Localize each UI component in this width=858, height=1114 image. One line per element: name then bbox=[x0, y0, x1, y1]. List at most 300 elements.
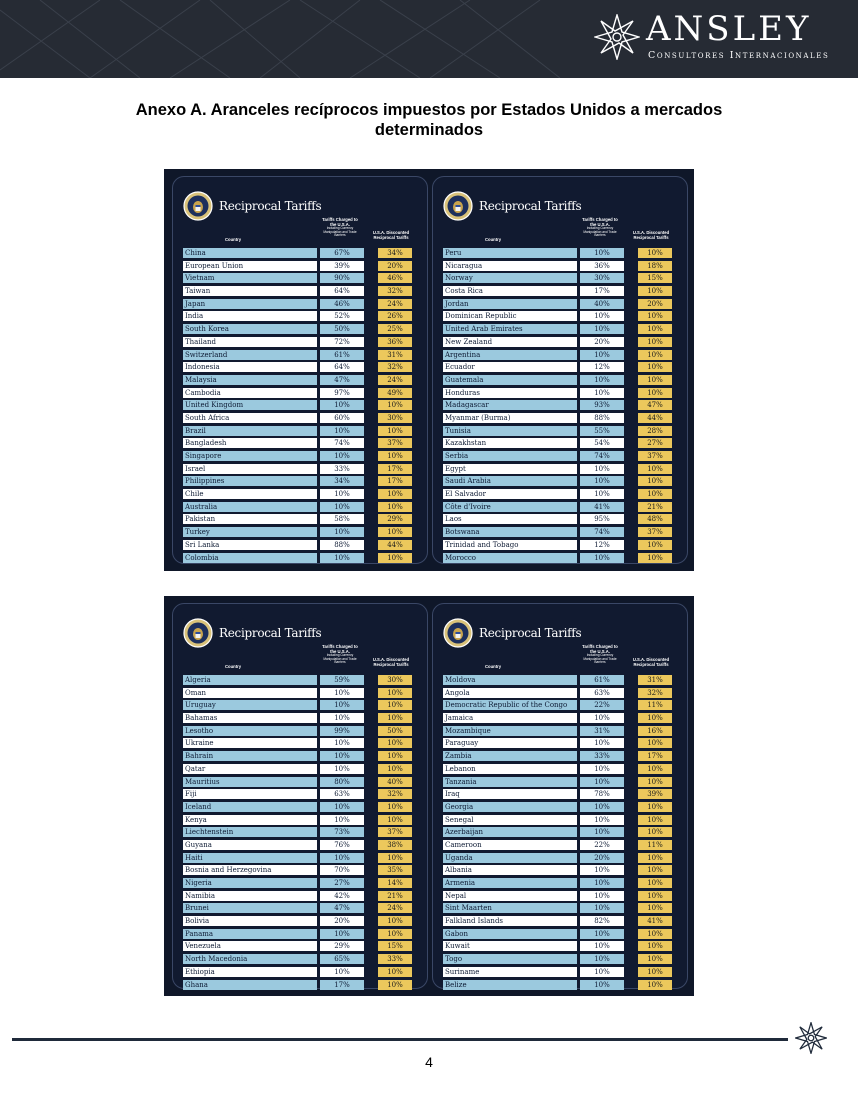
page-number: 4 bbox=[425, 1054, 433, 1070]
tariff-discounted: 10% bbox=[378, 929, 412, 939]
table-row bbox=[183, 699, 423, 712]
table-row bbox=[443, 966, 683, 979]
tariff-charged: 22% bbox=[580, 840, 624, 850]
footer-rule bbox=[12, 1038, 788, 1041]
tariff-charged: 95% bbox=[580, 514, 624, 524]
card-title: Reciprocal Tariffs bbox=[479, 199, 582, 213]
country-name: Iceland bbox=[183, 802, 317, 812]
country-name: Pakistan bbox=[183, 514, 317, 524]
tariff-charged: 10% bbox=[320, 700, 364, 710]
tariff-charged: 10% bbox=[580, 929, 624, 939]
table-row bbox=[183, 387, 423, 400]
country-name: Chile bbox=[183, 489, 317, 499]
tariff-discounted: 30% bbox=[378, 413, 412, 423]
tariff-discounted: 10% bbox=[378, 853, 412, 863]
country-name: Algeria bbox=[183, 675, 317, 685]
tariff-charged: 97% bbox=[320, 388, 364, 398]
tariff-discounted: 10% bbox=[378, 751, 412, 761]
country-name: Fiji bbox=[183, 789, 317, 799]
tariff-card bbox=[432, 603, 688, 989]
country-name: Jordan bbox=[443, 299, 577, 309]
tariff-discounted: 10% bbox=[638, 476, 672, 486]
discount-header: U.S.A. Discounted Reciprocal Tariffs bbox=[372, 657, 410, 667]
table-row bbox=[183, 513, 423, 526]
tariff-charged: 10% bbox=[320, 688, 364, 698]
country-name: Singapore bbox=[183, 451, 317, 461]
tariff-charged: 33% bbox=[320, 464, 364, 474]
country-name: Guyana bbox=[183, 840, 317, 850]
table-row bbox=[443, 501, 683, 514]
tariff-discounted: 46% bbox=[378, 273, 412, 283]
compass-logo-icon bbox=[795, 1022, 827, 1054]
compass-logo-icon bbox=[594, 14, 640, 60]
country-name: Nigeria bbox=[183, 878, 317, 888]
tariff-discounted: 10% bbox=[378, 502, 412, 512]
tariff-discounted: 39% bbox=[638, 789, 672, 799]
country-name: Australia bbox=[183, 502, 317, 512]
tariff-charged: 10% bbox=[580, 827, 624, 837]
country-name: Jamaica bbox=[443, 713, 577, 723]
country-name: United Arab Emirates bbox=[443, 324, 577, 334]
tariff-discounted: 37% bbox=[638, 527, 672, 537]
country-name: Ecuador bbox=[443, 362, 577, 372]
tariff-discounted: 10% bbox=[378, 802, 412, 812]
tariff-rows bbox=[183, 674, 423, 991]
tariff-discounted: 24% bbox=[378, 903, 412, 913]
country-name: Norway bbox=[443, 273, 577, 283]
table-row bbox=[443, 839, 683, 852]
country-name: Senegal bbox=[443, 815, 577, 825]
document-title: Anexo A. Aranceles recíprocos impuestos por Estados Unidos a mercados determinados bbox=[135, 101, 723, 139]
tariff-discounted: 10% bbox=[638, 967, 672, 977]
tariff-discounted: 16% bbox=[638, 726, 672, 736]
tariff-charged: 10% bbox=[320, 929, 364, 939]
country-name: Thailand bbox=[183, 337, 317, 347]
tariff-charged: 10% bbox=[320, 553, 364, 563]
page-header bbox=[0, 0, 858, 78]
tariff-discounted: 10% bbox=[638, 738, 672, 748]
charged-header-note: Including Currency Manipulation and Trade Barriers bbox=[583, 226, 617, 238]
country-header: Country bbox=[485, 237, 502, 242]
tariff-charged: 61% bbox=[580, 675, 624, 685]
tariff-charged: 10% bbox=[320, 527, 364, 537]
country-name: Laos bbox=[443, 514, 577, 524]
table-row bbox=[183, 890, 423, 903]
country-name: Lesotho bbox=[183, 726, 317, 736]
tariff-discounted: 10% bbox=[638, 540, 672, 550]
tariff-charged: 55% bbox=[580, 426, 624, 436]
table-row bbox=[183, 839, 423, 852]
tariff-charged: 20% bbox=[580, 337, 624, 347]
charged-header bbox=[319, 644, 361, 665]
tariff-discounted: 10% bbox=[638, 878, 672, 888]
tariff-charged: 47% bbox=[320, 903, 364, 913]
tariff-discounted: 10% bbox=[638, 311, 672, 321]
country-name: Tanzania bbox=[443, 777, 577, 787]
charged-header bbox=[579, 644, 621, 665]
tariff-discounted: 32% bbox=[638, 688, 672, 698]
tariff-discounted: 10% bbox=[378, 980, 412, 990]
country-name: Bangladesh bbox=[183, 438, 317, 448]
table-row bbox=[183, 674, 423, 687]
charged-header-note: Including Currency Manipulation and Trade Barriers bbox=[323, 653, 357, 665]
country-name: Switzerland bbox=[183, 350, 317, 360]
table-row bbox=[443, 737, 683, 750]
country-name: Cameroon bbox=[443, 840, 577, 850]
country-name: Honduras bbox=[443, 388, 577, 398]
country-name: Argentina bbox=[443, 350, 577, 360]
country-name: United Kingdom bbox=[183, 400, 317, 410]
table-row bbox=[183, 953, 423, 966]
country-name: Serbia bbox=[443, 451, 577, 461]
tariff-charged: 52% bbox=[320, 311, 364, 321]
presidential-seal-icon bbox=[183, 618, 213, 648]
tariff-discounted: 10% bbox=[638, 324, 672, 334]
country-name: Kenya bbox=[183, 815, 317, 825]
tariff-image-1 bbox=[164, 169, 694, 571]
table-row bbox=[183, 488, 423, 501]
tariff-discounted: 48% bbox=[638, 514, 672, 524]
tariff-charged: 47% bbox=[320, 375, 364, 385]
tariff-discounted: 11% bbox=[638, 700, 672, 710]
tariff-discounted: 10% bbox=[638, 713, 672, 723]
tariff-charged: 10% bbox=[320, 426, 364, 436]
tariff-rows bbox=[183, 247, 423, 564]
tariff-charged: 88% bbox=[320, 540, 364, 550]
table-row bbox=[183, 399, 423, 412]
tariff-discounted: 10% bbox=[638, 980, 672, 990]
tariff-charged: 76% bbox=[320, 840, 364, 850]
country-name: Peru bbox=[443, 248, 577, 258]
tariff-discounted: 17% bbox=[378, 476, 412, 486]
tariff-card bbox=[172, 603, 428, 989]
card-title: Reciprocal Tariffs bbox=[479, 626, 582, 640]
table-row bbox=[183, 966, 423, 979]
country-name: Ethiopia bbox=[183, 967, 317, 977]
table-row bbox=[183, 374, 423, 387]
table-row bbox=[183, 902, 423, 915]
country-name: Morocco bbox=[443, 553, 577, 563]
table-row bbox=[183, 763, 423, 776]
table-row bbox=[443, 425, 683, 438]
tariff-charged: 58% bbox=[320, 514, 364, 524]
tariff-charged: 27% bbox=[320, 878, 364, 888]
tariff-charged: 50% bbox=[320, 324, 364, 334]
tariff-discounted: 10% bbox=[378, 553, 412, 563]
table-row bbox=[183, 788, 423, 801]
table-row bbox=[443, 864, 683, 877]
tariff-charged: 10% bbox=[580, 764, 624, 774]
tariff-charged: 93% bbox=[580, 400, 624, 410]
tariff-charged: 10% bbox=[320, 802, 364, 812]
tariff-discounted: 10% bbox=[378, 700, 412, 710]
table-row bbox=[443, 463, 683, 476]
table-row bbox=[183, 298, 423, 311]
charged-header-label: Tariffs Charged to the U.S.A. bbox=[322, 644, 358, 654]
tariff-discounted: 32% bbox=[378, 362, 412, 372]
tariff-charged: 88% bbox=[580, 413, 624, 423]
tariff-charged: 10% bbox=[580, 489, 624, 499]
tariff-charged: 10% bbox=[320, 815, 364, 825]
tariff-charged: 10% bbox=[580, 954, 624, 964]
tariff-charged: 10% bbox=[580, 967, 624, 977]
country-name: Botswana bbox=[443, 527, 577, 537]
country-name: North Macedonia bbox=[183, 954, 317, 964]
tariff-discounted: 10% bbox=[378, 426, 412, 436]
table-row bbox=[443, 953, 683, 966]
tariff-discounted: 10% bbox=[638, 815, 672, 825]
charged-header bbox=[579, 217, 621, 238]
country-name: Haiti bbox=[183, 853, 317, 863]
country-name: Venezuela bbox=[183, 941, 317, 951]
tariff-charged: 10% bbox=[580, 388, 624, 398]
table-row bbox=[183, 272, 423, 285]
table-row bbox=[183, 412, 423, 425]
tariff-discounted: 37% bbox=[378, 827, 412, 837]
tariff-discounted: 24% bbox=[378, 299, 412, 309]
tariff-charged: 10% bbox=[320, 738, 364, 748]
tariff-charged: 74% bbox=[320, 438, 364, 448]
country-name: Israel bbox=[183, 464, 317, 474]
tariff-charged: 10% bbox=[580, 350, 624, 360]
table-row bbox=[443, 475, 683, 488]
tariff-charged: 12% bbox=[580, 540, 624, 550]
tariff-discounted: 10% bbox=[378, 916, 412, 926]
country-name: Namibia bbox=[183, 891, 317, 901]
table-row bbox=[443, 285, 683, 298]
table-row bbox=[183, 852, 423, 865]
country-name: Panama bbox=[183, 929, 317, 939]
table-row bbox=[443, 260, 683, 273]
tariff-discounted: 29% bbox=[378, 514, 412, 524]
charged-header-label: Tariffs Charged to the U.S.A. bbox=[582, 217, 618, 227]
country-name: Uruguay bbox=[183, 700, 317, 710]
table-row bbox=[443, 412, 683, 425]
table-row bbox=[443, 349, 683, 362]
tariff-charged: 60% bbox=[320, 413, 364, 423]
tariff-discounted: 17% bbox=[638, 751, 672, 761]
country-name: Brunei bbox=[183, 903, 317, 913]
country-name: Nicaragua bbox=[443, 261, 577, 271]
country-name: Malaysia bbox=[183, 375, 317, 385]
tariff-charged: 10% bbox=[580, 891, 624, 901]
table-row bbox=[443, 374, 683, 387]
tariff-charged: 10% bbox=[320, 751, 364, 761]
country-name: Angola bbox=[443, 688, 577, 698]
tariff-discounted: 21% bbox=[378, 891, 412, 901]
table-row bbox=[183, 247, 423, 260]
table-row bbox=[183, 915, 423, 928]
country-name: China bbox=[183, 248, 317, 258]
table-row bbox=[183, 737, 423, 750]
country-name: South Africa bbox=[183, 413, 317, 423]
table-row bbox=[183, 826, 423, 839]
tariff-discounted: 10% bbox=[638, 337, 672, 347]
tariff-charged: 42% bbox=[320, 891, 364, 901]
table-row bbox=[443, 450, 683, 463]
table-row bbox=[443, 272, 683, 285]
table-row bbox=[183, 475, 423, 488]
tariff-charged: 82% bbox=[580, 916, 624, 926]
tariff-discounted: 10% bbox=[378, 527, 412, 537]
table-row bbox=[183, 260, 423, 273]
discount-header: U.S.A. Discounted Reciprocal Tariffs bbox=[632, 657, 670, 667]
country-name: Albania bbox=[443, 865, 577, 875]
tariff-charged: 10% bbox=[580, 464, 624, 474]
tariff-charged: 10% bbox=[580, 713, 624, 723]
table-row bbox=[443, 687, 683, 700]
tariff-discounted: 10% bbox=[638, 388, 672, 398]
country-name: Sri Lanka bbox=[183, 540, 317, 550]
country-name: Sint Maarten bbox=[443, 903, 577, 913]
tariff-charged: 65% bbox=[320, 954, 364, 964]
table-row bbox=[443, 763, 683, 776]
tariff-charged: 17% bbox=[320, 980, 364, 990]
table-row bbox=[443, 902, 683, 915]
table-row bbox=[443, 852, 683, 865]
tariff-discounted: 40% bbox=[378, 777, 412, 787]
tariff-charged: 10% bbox=[580, 476, 624, 486]
tariff-charged: 12% bbox=[580, 362, 624, 372]
table-row bbox=[183, 349, 423, 362]
tariff-discounted: 10% bbox=[638, 350, 672, 360]
presidential-seal-icon bbox=[443, 191, 473, 221]
country-name: Kazakhstan bbox=[443, 438, 577, 448]
country-name: Vietnam bbox=[183, 273, 317, 283]
tariff-discounted: 10% bbox=[378, 738, 412, 748]
tariff-charged: 10% bbox=[580, 815, 624, 825]
tariff-discounted: 10% bbox=[638, 464, 672, 474]
country-name: Togo bbox=[443, 954, 577, 964]
table-row bbox=[443, 488, 683, 501]
tariff-discounted: 15% bbox=[638, 273, 672, 283]
brand-tagline: Consultores Internacionales bbox=[648, 50, 830, 61]
tariff-discounted: 20% bbox=[378, 261, 412, 271]
tariff-discounted: 10% bbox=[638, 489, 672, 499]
brand-name: ANSLEY bbox=[646, 9, 812, 49]
country-name: Myanmar (Burma) bbox=[443, 413, 577, 423]
country-name: Moldova bbox=[443, 675, 577, 685]
tariff-discounted: 26% bbox=[378, 311, 412, 321]
tariff-discounted: 36% bbox=[378, 337, 412, 347]
tariff-discounted: 15% bbox=[378, 941, 412, 951]
tariff-discounted: 10% bbox=[638, 764, 672, 774]
country-name: Taiwan bbox=[183, 286, 317, 296]
country-name: Dominican Republic bbox=[443, 311, 577, 321]
tariff-discounted: 37% bbox=[378, 438, 412, 448]
table-row bbox=[443, 814, 683, 827]
country-name: Mauritius bbox=[183, 777, 317, 787]
country-name: Liechtenstein bbox=[183, 827, 317, 837]
country-name: Costa Rica bbox=[443, 286, 577, 296]
tariff-charged: 39% bbox=[320, 261, 364, 271]
tariff-charged: 73% bbox=[320, 827, 364, 837]
table-row bbox=[183, 310, 423, 323]
tariff-charged: 63% bbox=[320, 789, 364, 799]
tariff-discounted: 27% bbox=[638, 438, 672, 448]
tariff-discounted: 10% bbox=[378, 400, 412, 410]
table-row bbox=[183, 539, 423, 552]
discount-header: U.S.A. Discounted Reciprocal Tariffs bbox=[632, 230, 670, 240]
tariff-discounted: 10% bbox=[638, 777, 672, 787]
country-name: Japan bbox=[183, 299, 317, 309]
table-row bbox=[443, 526, 683, 539]
table-row bbox=[443, 323, 683, 336]
table-row bbox=[443, 725, 683, 738]
country-name: Philippines bbox=[183, 476, 317, 486]
tariff-charged: 64% bbox=[320, 362, 364, 372]
table-row bbox=[443, 310, 683, 323]
charged-header-note: Including Currency Manipulation and Trade Barriers bbox=[583, 653, 617, 665]
presidential-seal-icon bbox=[183, 191, 213, 221]
tariff-discounted: 20% bbox=[638, 299, 672, 309]
tariff-discounted: 38% bbox=[378, 840, 412, 850]
tariff-charged: 67% bbox=[320, 248, 364, 258]
table-row bbox=[443, 940, 683, 953]
tariff-charged: 10% bbox=[320, 853, 364, 863]
table-row bbox=[183, 864, 423, 877]
tariff-charged: 41% bbox=[580, 502, 624, 512]
country-name: Democratic Republic of the Congo bbox=[443, 700, 577, 710]
country-name: Tunisia bbox=[443, 426, 577, 436]
tariff-discounted: 10% bbox=[378, 713, 412, 723]
table-row bbox=[443, 915, 683, 928]
table-row bbox=[443, 890, 683, 903]
tariff-charged: 70% bbox=[320, 865, 364, 875]
tariff-discounted: 50% bbox=[378, 726, 412, 736]
table-row bbox=[443, 361, 683, 374]
tariff-charged: 10% bbox=[320, 400, 364, 410]
charged-header bbox=[319, 217, 361, 238]
country-name: Egypt bbox=[443, 464, 577, 474]
tariff-image-2 bbox=[164, 596, 694, 996]
tariff-charged: 78% bbox=[580, 789, 624, 799]
tariff-charged: 36% bbox=[580, 261, 624, 271]
table-row bbox=[183, 712, 423, 725]
tariff-charged: 10% bbox=[580, 248, 624, 258]
tariff-discounted: 10% bbox=[638, 802, 672, 812]
country-name: Qatar bbox=[183, 764, 317, 774]
country-name: El Salvador bbox=[443, 489, 577, 499]
country-name: European Union bbox=[183, 261, 317, 271]
table-row bbox=[183, 814, 423, 827]
tariff-charged: 34% bbox=[320, 476, 364, 486]
tariff-charged: 10% bbox=[580, 777, 624, 787]
tariff-discounted: 10% bbox=[638, 891, 672, 901]
table-row bbox=[183, 425, 423, 438]
tariff-discounted: 47% bbox=[638, 400, 672, 410]
tariff-charged: 40% bbox=[580, 299, 624, 309]
country-name: Mozambique bbox=[443, 726, 577, 736]
table-row bbox=[183, 801, 423, 814]
table-row bbox=[183, 285, 423, 298]
country-name: Nepal bbox=[443, 891, 577, 901]
table-row bbox=[443, 712, 683, 725]
table-row bbox=[183, 750, 423, 763]
tariff-rows bbox=[443, 247, 683, 564]
tariff-charged: 31% bbox=[580, 726, 624, 736]
tariff-discounted: 25% bbox=[378, 324, 412, 334]
tariff-charged: 10% bbox=[580, 980, 624, 990]
tariff-charged: 64% bbox=[320, 286, 364, 296]
presidential-seal-icon bbox=[443, 618, 473, 648]
country-name: Bahamas bbox=[183, 713, 317, 723]
tariff-discounted: 10% bbox=[638, 865, 672, 875]
table-row bbox=[443, 513, 683, 526]
tariff-charged: 74% bbox=[580, 527, 624, 537]
tariff-discounted: 10% bbox=[378, 764, 412, 774]
tariff-discounted: 31% bbox=[638, 675, 672, 685]
